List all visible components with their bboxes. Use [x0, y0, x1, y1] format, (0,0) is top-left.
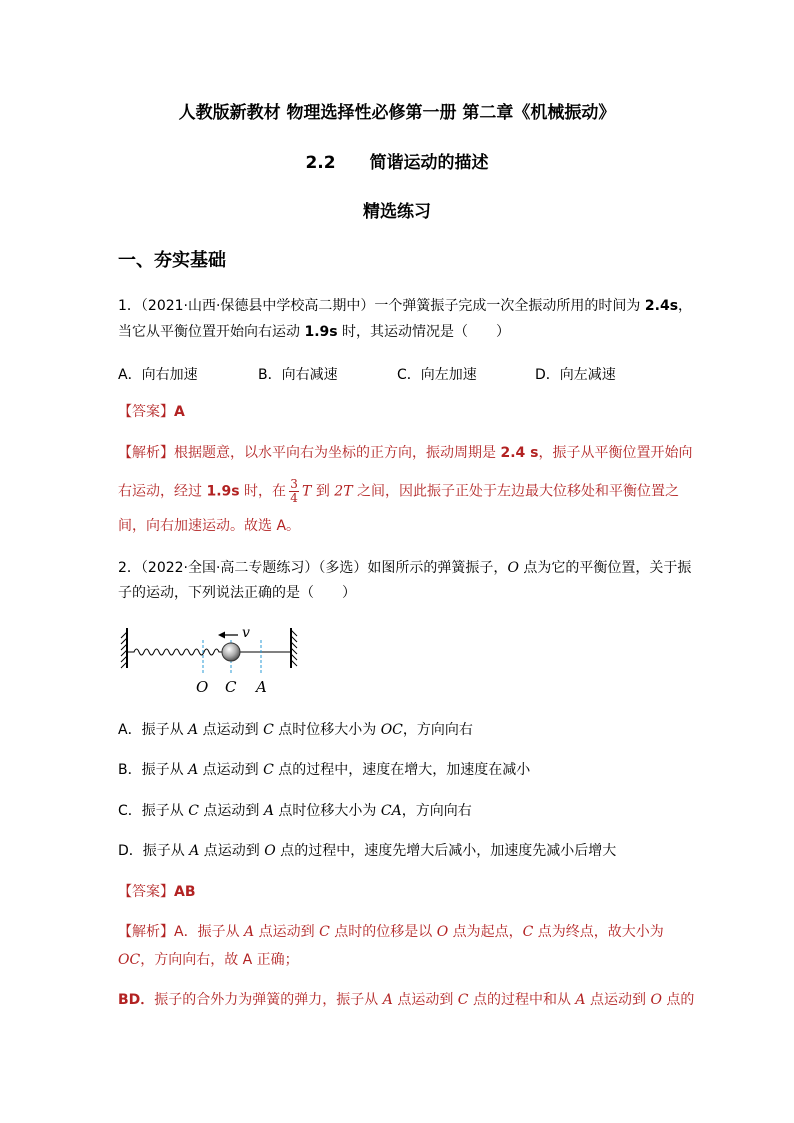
section-heading	[0, 148, 794, 173]
q2-analysis-line3: BD．振子的合外力为弹簧的弹力，振子从 A 点运动到 C 点的过程中和从 A 点运动到 O 点的	[118, 992, 695, 1008]
q1-option-b: B．向右减速	[258, 367, 338, 383]
point-label-o: O	[196, 678, 209, 696]
q1-stem-line1: 1．（2021·山西·保德县中学校高二期中）一个弹簧振子完成一次全振动所用的时间为 2.4s，	[118, 298, 693, 314]
q1-option-a: A．向右加速	[118, 367, 198, 383]
q2-option-c: C．振子从 C 点运动到 A 点时位移大小为 CA，方向向右	[118, 803, 472, 819]
document-title: 人教版新教材 物理选择性必修第一册 第二章《机械振动》	[178, 103, 616, 123]
q1-option-d: D．向左减速	[535, 367, 616, 383]
q1-analysis-line1: 【解析】根据题意，以水平向右为坐标的正方向，振动周期是 2.4 s，振子从平衡位置开始向	[118, 445, 693, 461]
spring-oscillator-figure	[118, 625, 318, 697]
q1-analysis-line3: 间，向右加速运动。故选 A。	[118, 518, 301, 534]
q2-option-a: A．振子从 A 点运动到 C 点时位移大小为 OC，方向向右	[118, 722, 473, 738]
q2-analysis-line2: OC，方向向右，故 A 正确；	[118, 952, 299, 968]
q1-answer: 【答案】A	[118, 404, 185, 420]
q1-option-c: C．向左加速	[397, 367, 477, 383]
document-subtitle: 精选练习	[363, 202, 431, 222]
q1-analysis-line2: 右运动，经过 1.9s 时，在 $\frac{3}{4}$ T 到 2T 之间，因此振子正处于左边最大位移处和平衡位置之	[118, 477, 679, 505]
velocity-label: v	[242, 625, 250, 641]
q2-stem-line2: 子的运动，下列说法正确的是（ ）	[118, 585, 356, 601]
oscillator-ball	[222, 643, 240, 661]
q2-analysis-line1: 【解析】A．振子从 A 点运动到 C 点时的位移是以 O 点为起点，C 点为终点，故大小为	[118, 924, 664, 940]
spring	[127, 649, 222, 655]
q1-stem-line2: 当它从平衡位置开始向右运动 1.9s 时，其运动情况是（ ）	[118, 324, 511, 340]
point-label-a: A	[256, 678, 267, 696]
q2-option-d: D．振子从 A 点运动到 O 点的过程中，速度先增大后减小，加速度先减小后增大	[118, 843, 617, 859]
part-heading: 一、夯实基础	[118, 250, 226, 271]
section-number: 2.2	[305, 153, 336, 173]
section-name: 简谐运动的描述	[369, 153, 489, 173]
q2-answer: 【答案】AB	[118, 884, 196, 900]
q2-stem-line1: 2．（2022·全国·高二专题练习）（多选）如图所示的弹簧振子，O 点为它的平衡位置，关于振	[118, 560, 692, 576]
q2-option-b: B．振子从 A 点运动到 C 点的过程中，速度在增大，加速度在减小	[118, 762, 531, 778]
fraction-three-quarters: $\frac{3}{4}$	[290, 477, 298, 505]
point-label-c: C	[225, 678, 237, 696]
